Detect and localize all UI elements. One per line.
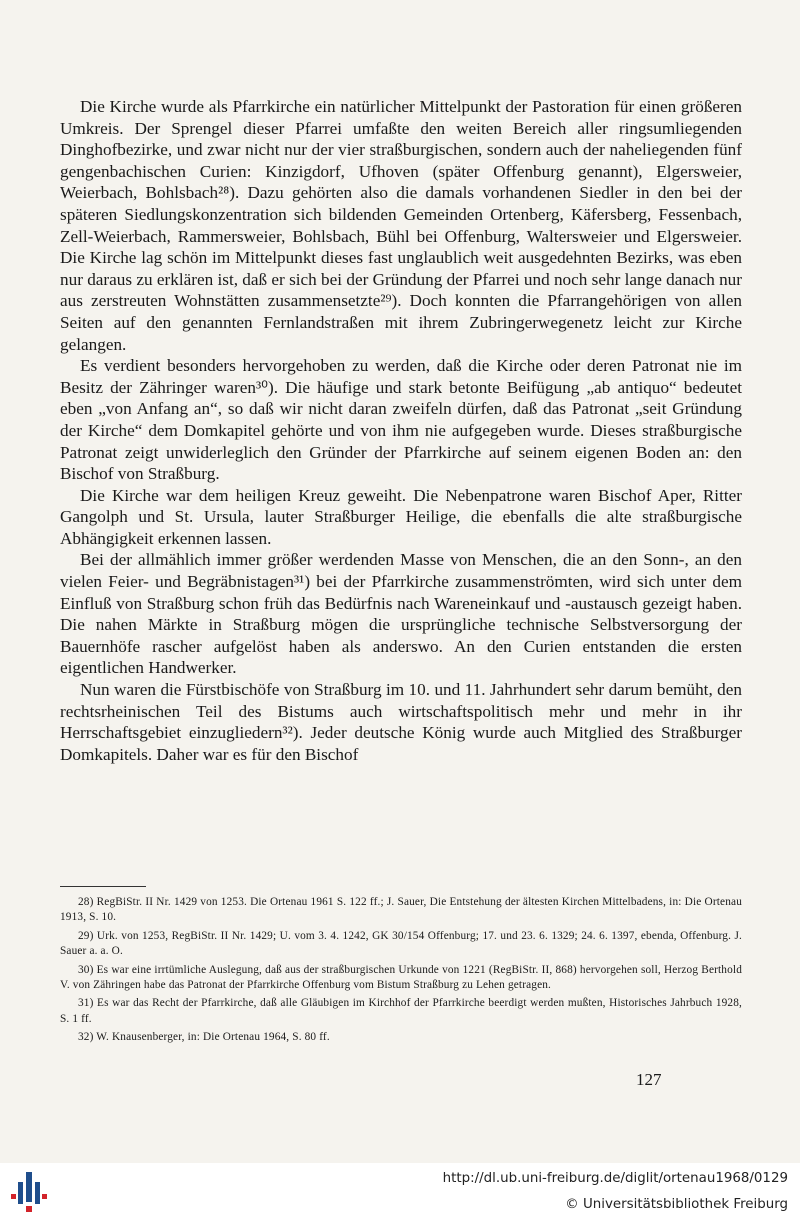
ub-freiburg-logo-icon [9, 1170, 49, 1214]
paragraph: Es verdient besonders hervorgehoben zu werden, daß die Kirche oder deren Patronat nie im Besitz der Zähringer waren³⁰). Die häufige und stark betonte Beifügung „ab antiquo“ bedeutet eben „von Anfang an“, so daß wir nicht daran zweifeln dürfen, daß das Patronat „seit Gründung der Kirche“ dem Domkapitel gehörte und von ihm nie aufgegeben wurde. Dieses straßburgische Patronat zeigt unwiderleglich den Gründer der Pfarrkirche auf seinem eigenen Boden an: den Bischof von Straßburg. [60, 356, 742, 484]
source-url-link[interactable]: http://dl.ub.uni-freiburg.de/diglit/ortenau1968/0129 [442, 1171, 788, 1186]
paragraph: Die Kirche wurde als Pfarrkirche ein natürlicher Mittelpunkt der Pastoration für einen größeren Umkreis. Der Sprengel dieser Pfarrei umfaßte den weiten Bereich aller ringsumliegenden Dinghofbezirke, und zwar nicht nur der vier straßburgischen, sondern auch der naheliegenden fünf gengenbachischen Curien: Kinzigdorf, Ufhoven (später Offenburg genannt), Elgersweier, Weierbach, Bohlsbach²⁸). Dazu gehörten also die damals vorhandenen Siedler in den bei der späteren Siedlungskonzentration sich bildenden Gemeinden Ortenberg, Käfersberg, Fessenbach, Zell-Weierbach, Rammersweier, Bohlsbach, Bühl bei Offenburg, Waltersweier und Elgersweier. Die Kirche lag schön im Mittelpunkt dieses fast unglaublich weit ausgedehnten Bezirks, was eben nur daraus zu erklären ist, daß er sich bei der Gründung der Pfarrei und noch sehr lange danach nur aus zerstreuten Wohnstätten zusammensetzte²⁹). Doch konnten die Pfarrangehörigen von allen Seiten auf den genannten Fernlandstraßen mit ihrem Zubringerwegenetz leicht zur Kirche gelangen. [60, 97, 742, 354]
paragraph: Nun waren die Fürstbischöfe von Straßburg im 10. und 11. Jahrhundert sehr darum bemüht, den rechtsrheinischen Teil des Bistums auch wirtschaftspolitisch mehr und mehr in ihr Herrschaftsgebiet einzugliedern³²). Jeder deutsche König wurde auch Mitglied des Straßburger Domkapitels. Daher war es für den Bischof [60, 680, 742, 764]
footnote: 30) Es war eine irrtümliche Auslegung, daß aus der straßburgischen Urkunde von 1221 (RegBiStr. II, 868) hervorgehen soll, Herzog Berthold V. von Zähringen habe das Patronat der Pfarrkirche Offenburg vom Bistum Straßburg zu Lehen getragen. [60, 963, 742, 992]
footnote: 29) Urk. von 1253, RegBiStr. II Nr. 1429; U. vom 3. 4. 1242, GK 30/154 Offenburg; 17. und 23. 6. 1329; 24. 6. 1397, ebenda, Offenburg. J. Sauer a. a. O. [60, 929, 742, 958]
page-number: 127 [636, 1070, 662, 1089]
footnote: 28) RegBiStr. II Nr. 1429 von 1253. Die Ortenau 1961 S. 122 ff.; J. Sauer, Die Entstehung der ältesten Kirchen Mittelbadens, in: Die Ortenau 1913, S. 10. [60, 896, 742, 924]
footnote: 31) Es war das Recht der Pfarrkirche, daß alle Gläubigen im Kirchhof der Pfarrkirche beerdigt werden mußten, Historisches Jahrbuch 1928, S. 1 ff. [60, 997, 742, 1025]
footnotes [60, 895, 742, 1049]
paragraph: Die Kirche war dem heiligen Kreuz geweiht. Die Nebenpatrone waren Bischof Aper, Ritter Gangolph und St. Ursula, lauter Straßburger Heilige, die ebenfalls die alte straßburgische Abhängigkeit erkennen lassen. [60, 485, 742, 548]
footnote: 32) W. Knausenberger, in: Die Ortenau 1964, S. 80 ff. [78, 1031, 330, 1044]
body-text [60, 96, 742, 765]
paragraph: Bei der allmählich immer größer werdenden Masse von Menschen, die an den Sonn-, an den vielen Feier- und Begräbnistagen³¹) bei der Pfarrkirche zusammenströmten, wird sich unter dem Einfluß von Straßburg schon früh das Bedürfnis nach Wareneinkauf und -austausch gezeigt haben. Die nahen Märkte in Straßburg mögen die ursprüngliche technische Selbstversorgung der Bauernhöfe rascher aufgelöst haben als anderswo. An den Curien entstanden die ersten eigentlichen Handwerker. [60, 550, 742, 678]
footnote-divider [60, 886, 146, 887]
copyright-text: © Universitätsbibliothek Freiburg [565, 1197, 788, 1212]
